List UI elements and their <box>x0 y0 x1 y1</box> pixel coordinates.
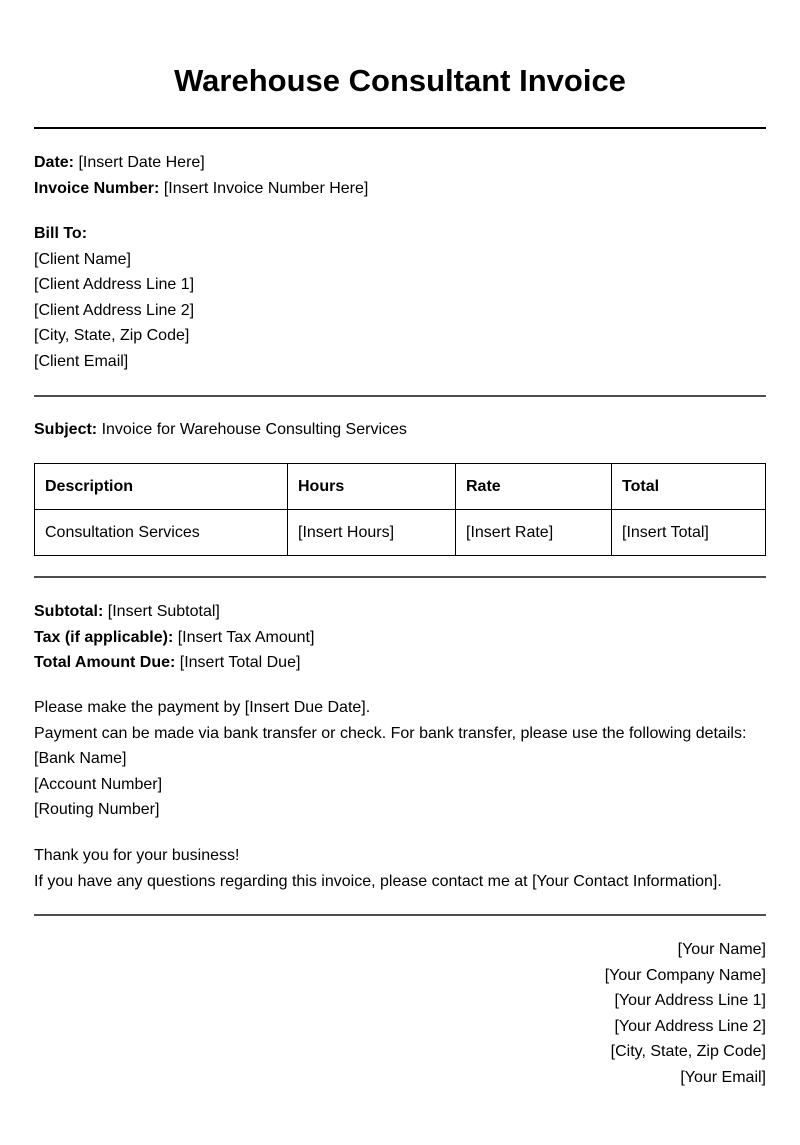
table-row <box>35 510 766 556</box>
title-divider <box>34 127 766 129</box>
bank-name: [Bank Name] <box>34 750 127 768</box>
sender-address-line-1: [Your Address Line 1] <box>614 992 766 1010</box>
invoice-number-line <box>34 176 766 202</box>
bill-to-section <box>34 221 766 375</box>
date-label: Date: <box>34 154 75 171</box>
header-rate: Rate <box>456 464 612 510</box>
tax-label: Tax (if applicable): <box>34 628 174 646</box>
header-description: Description <box>35 464 288 510</box>
sender-section <box>34 937 766 1091</box>
subject-label: Subject: <box>34 421 98 438</box>
routing-number: [Routing Number] <box>34 801 160 819</box>
sender-name: [Your Name] <box>677 941 766 958</box>
subtotal-line <box>34 599 766 625</box>
payment-section <box>34 695 766 823</box>
account-number: [Account Number] <box>34 775 163 793</box>
thank-you-text: Thank you for your business! <box>34 847 240 864</box>
tax-line <box>34 625 766 651</box>
section-divider <box>34 395 766 397</box>
invoice-meta <box>34 150 766 201</box>
invoice-number-label: Invoice Number: <box>34 179 160 197</box>
total-due-line <box>34 650 766 676</box>
line-items-table <box>34 463 766 556</box>
header-hours: Hours <box>288 464 456 510</box>
contact-text: If you have any questions regarding this invoice, please contact me at [Your Contact Information]. <box>34 872 722 890</box>
client-address-line-1: [Client Address Line 1] <box>34 276 195 294</box>
client-address-line-2: [Client Address Line 2] <box>34 301 195 319</box>
subtotal-value: [Insert Subtotal] <box>107 603 220 620</box>
sender-email: [Your Email] <box>680 1068 766 1086</box>
cell-description: Consultation Services <box>35 510 288 556</box>
tax-value: [Insert Tax Amount] <box>177 628 315 646</box>
subtotal-label: Subtotal: <box>34 603 104 620</box>
subject-value: Invoice for Warehouse Consulting Services <box>101 421 407 438</box>
table-header-row <box>35 464 766 510</box>
section-divider <box>34 914 766 916</box>
date-line <box>34 150 766 176</box>
client-city-state-zip: [City, State, Zip Code] <box>34 327 190 345</box>
closing-section <box>34 843 766 894</box>
total-due-label: Total Amount Due: <box>34 654 176 672</box>
invoice-number-value: [Insert Invoice Number Here] <box>163 179 369 197</box>
payment-due-text: Please make the payment by [Insert Due Date]. <box>34 699 371 716</box>
cell-hours: [Insert Hours] <box>288 510 456 556</box>
sender-address-line-2: [Your Address Line 2] <box>614 1017 766 1035</box>
invoice-title: Warehouse Consultant Invoice <box>174 63 626 98</box>
section-divider <box>34 576 766 578</box>
cell-total: [Insert Total] <box>612 510 766 556</box>
payment-method-text: Payment can be made via bank transfer or check. For bank transfer, please use the following details: <box>34 724 747 742</box>
cell-rate: [Insert Rate] <box>456 510 612 556</box>
subject-line <box>34 417 766 443</box>
totals-section <box>34 599 766 676</box>
date-value: [Insert Date Here] <box>78 154 205 171</box>
header-total: Total <box>612 464 766 510</box>
total-due-value: [Insert Total Due] <box>179 654 301 672</box>
sender-company: [Your Company Name] <box>604 966 766 984</box>
client-email: [Client Email] <box>34 352 129 370</box>
sender-city-state-zip: [City, State, Zip Code] <box>610 1043 766 1061</box>
client-name: [Client Name] <box>34 250 131 268</box>
bill-to-label: Bill To: <box>34 225 88 242</box>
